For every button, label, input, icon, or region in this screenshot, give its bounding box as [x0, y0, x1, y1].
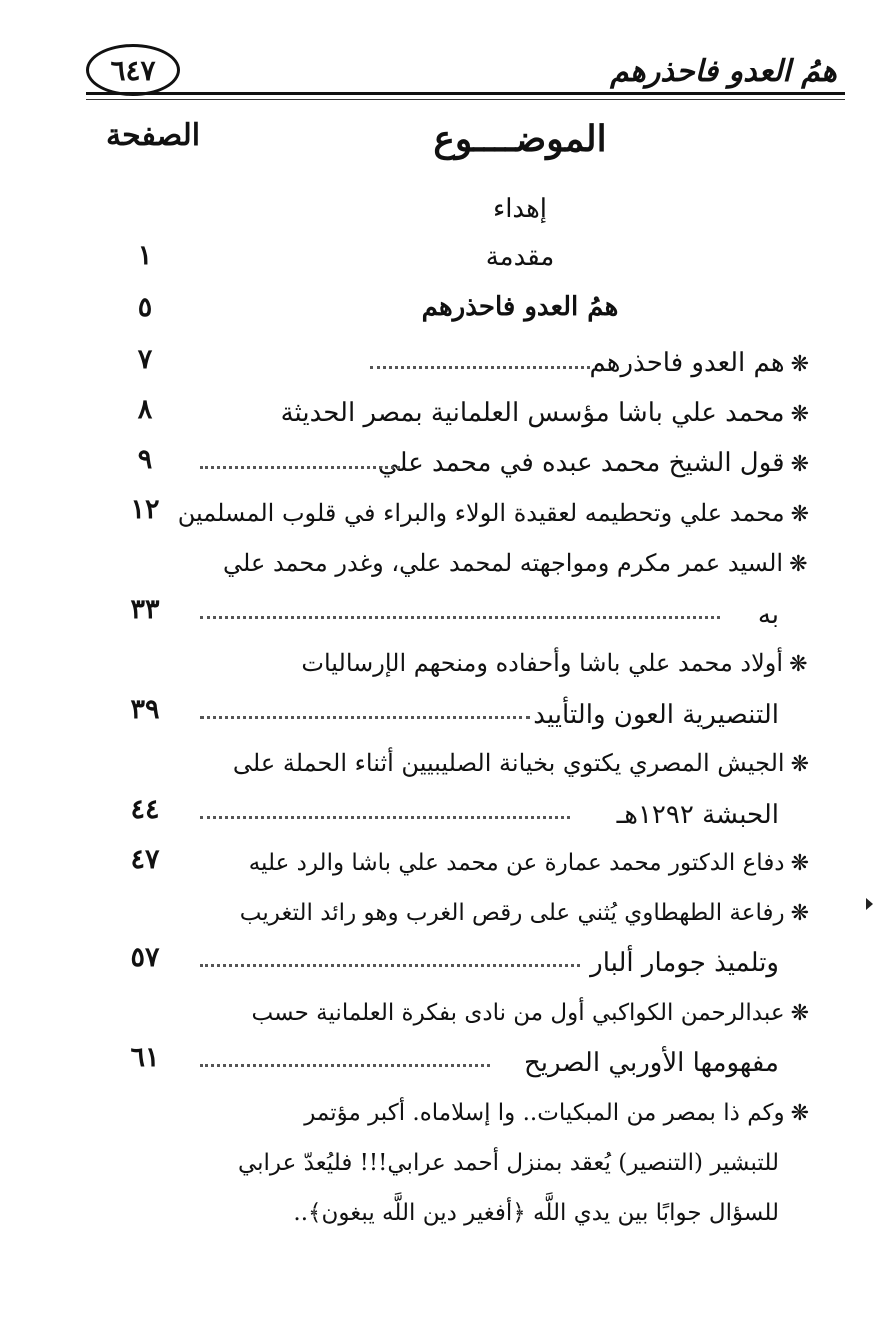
toc-page-number: ٩ — [137, 444, 153, 475]
margin-arrow-icon — [866, 898, 873, 910]
toc-page-number: ١ — [137, 240, 153, 271]
toc-entry: ❋دفاع الدكتور محمد عمارة عن محمد علي باشا والرد عليه — [249, 846, 809, 881]
toc-entry: ❋الجيش المصري يكتوي بخيانة الصليبيين أثناء الحملة على — [233, 746, 809, 782]
leader-dots — [200, 816, 570, 819]
toc-entry: ❋عبدالرحمن الكواكبي أول من نادى بفكرة العلمانية حسب — [252, 996, 809, 1031]
bullet-star-icon: ❋ — [790, 752, 809, 777]
header-rule — [86, 92, 845, 95]
bullet-star-icon: ❋ — [790, 1001, 809, 1026]
bullet-star-icon: ❋ — [789, 552, 809, 577]
toc-page-number: ٨ — [137, 394, 153, 425]
bullet-star-icon: ❋ — [790, 402, 809, 427]
leader-dots — [200, 466, 400, 469]
bullet-star-icon: ❋ — [790, 851, 809, 876]
header-rule-thin — [86, 99, 845, 100]
running-title: همُ العدو فاحذرهم — [610, 54, 837, 89]
leader-dots — [200, 1064, 490, 1067]
bullet-star-icon: ❋ — [790, 502, 809, 527]
toc-page-number: ٥ — [137, 292, 153, 323]
bullet-star-icon: ❋ — [789, 652, 809, 677]
bullet-star-icon: ❋ — [790, 352, 809, 377]
toc-entry-continuation: به — [757, 600, 779, 630]
toc-entry-continuation: التنصيرية العون والتأييد — [533, 700, 779, 730]
toc-entry: ❋هم العدو فاحذرهم — [589, 346, 809, 382]
toc-entry-continuation: للتبشير (التنصير) يُعقد بمنزل أحمد عرابي!!! فليُعدّ عرابي — [237, 1150, 779, 1176]
toc-page-number: ٦١ — [130, 1042, 160, 1073]
leader-dots — [200, 964, 580, 967]
bullet-star-icon: ❋ — [790, 452, 809, 477]
leader-dots — [370, 366, 590, 369]
page-number: ٦٤٧ — [86, 44, 180, 96]
toc-page-number: ٤٤ — [130, 794, 160, 825]
toc-entry: ❋السيد عمر مكرم ومواجهته لمحمد علي، وغدر محمد علي — [223, 546, 809, 582]
toc-page-number: ٥٧ — [130, 942, 160, 973]
toc-entry-continuation: الحبشة ١٢٩٢هـ — [616, 800, 779, 830]
toc-entry-continuation: للسؤال جوابًا بين يدي اللَّه ﴿أفغير دين اللَّه يبغون﴾.. — [293, 1200, 779, 1226]
leader-dots — [200, 616, 720, 619]
toc-entry: ❋قول الشيخ محمد عبده في محمد علي — [378, 446, 809, 482]
page-column-heading: الصفحة — [106, 118, 201, 153]
toc-entry: ❋محمد علي باشا مؤسس العلمانية بمصر الحديثة — [281, 396, 809, 432]
topic-column-heading: الموضــــوع — [433, 118, 607, 160]
toc-entry: ❋محمد علي وتحطيمه لعقيدة الولاء والبراء في قلوب المسلمين — [178, 496, 809, 532]
toc-entry-introduction: مقدمة — [485, 242, 555, 272]
toc-page-number: ٧ — [137, 344, 153, 375]
toc-page-number: ٤٧ — [130, 844, 160, 875]
toc-entry-dedication: إهداء — [492, 194, 548, 224]
bullet-star-icon: ❋ — [790, 1101, 809, 1126]
leader-dots — [200, 716, 530, 719]
toc-section-heading: همُ العدو فاحذرهم — [421, 292, 619, 322]
toc-page-number: ٣٣ — [130, 594, 160, 625]
toc-page-number: ٣٩ — [130, 694, 160, 725]
toc-entry: ❋وكم ذا بمصر من المبكيات.. وا إسلاماه. أكبر مؤتمر — [304, 1096, 809, 1131]
toc-entry-continuation: مفهومها الأوربي الصريح — [524, 1048, 779, 1078]
toc-entry-continuation: وتلميذ جومار ألبار — [590, 948, 779, 978]
toc-entry: ❋رفاعة الطهطاوي يُثني على رقص الغرب وهو رائد التغريب — [240, 896, 809, 931]
toc-entry: ❋أولاد محمد علي باشا وأحفاده ومنحهم الإرساليات — [301, 646, 809, 682]
toc-page-number: ١٢ — [130, 494, 160, 525]
bullet-star-icon: ❋ — [790, 901, 809, 926]
